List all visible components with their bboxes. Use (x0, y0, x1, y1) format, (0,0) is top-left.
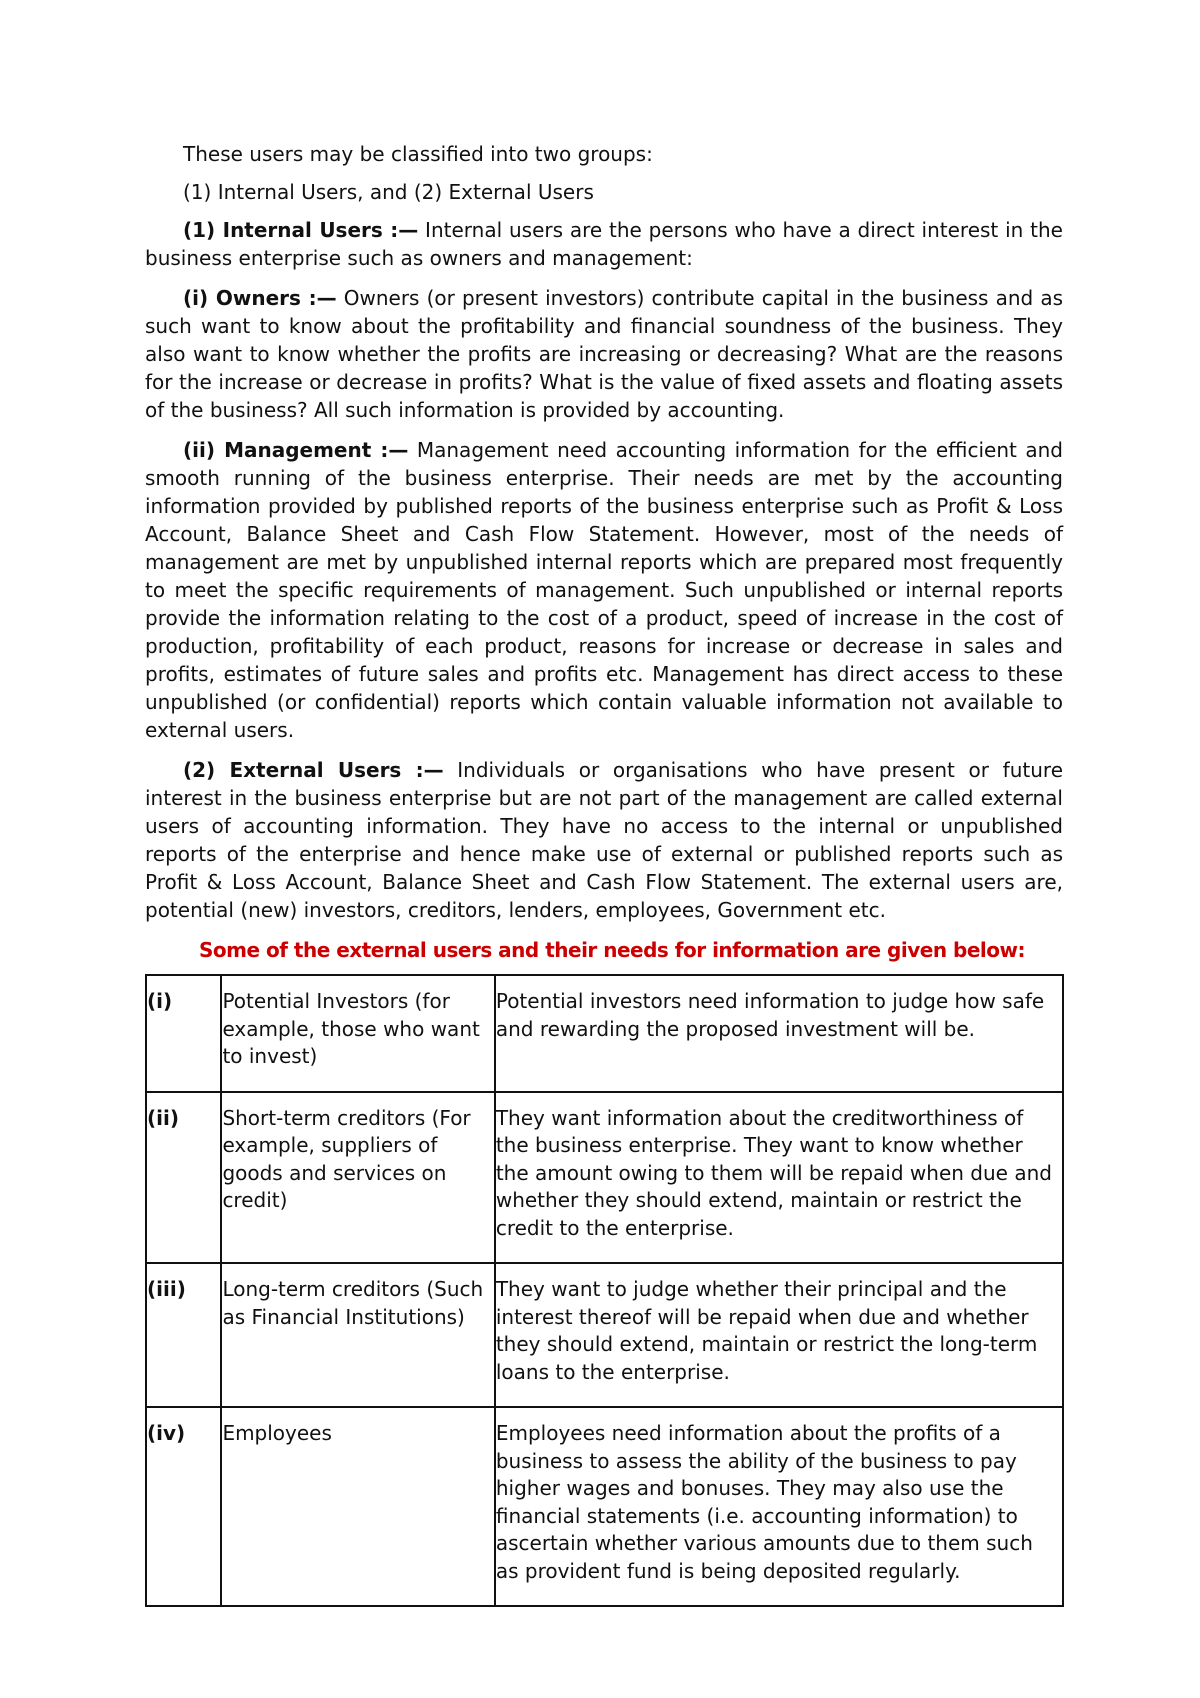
user-cell: Potential Investors (for example, those who want to invest) (221, 975, 494, 1092)
internal-users-paragraph (145, 216, 1063, 272)
table-row (146, 1407, 1063, 1606)
need-cell: They want to judge whether their principal and the interest thereof will be repaid when due and whether they should extend, maintain or restrict the long-term loans to the enterprise. (495, 1263, 1063, 1407)
owners-heading: (i) Owners :— (183, 286, 337, 310)
need-cell: Potential investors need information to judge how safe and rewarding the proposed investment will be. (495, 975, 1063, 1092)
management-paragraph (145, 436, 1063, 744)
row-number: (iii) (146, 1263, 221, 1407)
intro-line-user-types: (1) Internal Users, and (2) External Users (183, 180, 594, 204)
owners-paragraph (145, 284, 1063, 424)
internal-users-text: Internal users are the persons who have a direct interest in the business enterprise such as owners and management: (145, 218, 1063, 270)
intro-line-groups: These users may be classified into two groups: (183, 142, 653, 166)
table-row (146, 1263, 1063, 1407)
table-heading: Some of the external users and their needs for information are given below: (199, 938, 1025, 962)
management-text: Management need accounting information for the efficient and smooth running of the business enterprise. Their needs are met by the accounting information provided by published reports of the business enterprise such as Profit & Loss Account, Balance Sheet and Cash Flow Statement. However, most of the needs of management are met by unpublished internal reports which are prepared most frequently to meet the specific requirements of management. Such unpublished or internal reports provide the information relating to the cost of a product, speed of increase in the cost of production, profitability of each product, reasons for increase or decrease in sales and profits, estimates of future sales and profits etc. Management has direct access to these unpublished (or confidential) reports which contain valuable information not available to external users. (145, 438, 1063, 742)
need-cell: Employees need information about the profits of a business to assess the ability of the business to pay higher wages and bonuses. They may also use the financial statements (i.e. accounting information) to ascertain whether various amounts due to them such as provident fund is being deposited regularly. (495, 1407, 1063, 1606)
row-number: (iv) (146, 1407, 221, 1606)
external-users-heading: (2) External Users :— (183, 758, 444, 782)
row-number: (i) (146, 975, 221, 1092)
user-cell: Employees (221, 1407, 494, 1606)
row-number: (ii) (146, 1092, 221, 1264)
user-cell: Long-term creditors (Such as Financial Institutions) (221, 1263, 494, 1407)
user-cell: Short-term creditors (For example, suppliers of goods and services on credit) (221, 1092, 494, 1264)
table-row (146, 1092, 1063, 1264)
external-users-table (145, 974, 1064, 1607)
need-cell: They want information about the creditworthiness of the business enterprise. They want to know whether the amount owing to them will be repaid when due and whether they should extend, maintain or restrict the credit to the enterprise. (495, 1092, 1063, 1264)
external-users-text: Individuals or organisations who have present or future interest in the business enterprise but are not part of the management are called external users of accounting information. They have no access to the internal or unpublished reports of the enterprise and hence make use of external or published reports such as Profit & Loss Account, Balance Sheet and Cash Flow Statement. The external users are, potential (new) investors, creditors, lenders, employees, Government etc. (145, 758, 1063, 922)
table-row (146, 975, 1063, 1092)
document-page (145, 140, 1063, 1607)
owners-text: Owners (or present investors) contribute capital in the business and as such want to know about the profitability and financial soundness of the business. They also want to know whether the profits are increasing or decreasing? What are the reasons for the increase or decrease in profits? What is the value of fixed assets and floating assets of the business? All such information is provided by accounting. (145, 286, 1063, 422)
internal-users-heading: (1) Internal Users :— (183, 218, 419, 242)
management-heading: (ii) Management :— (183, 438, 409, 462)
external-users-paragraph (145, 756, 1063, 924)
